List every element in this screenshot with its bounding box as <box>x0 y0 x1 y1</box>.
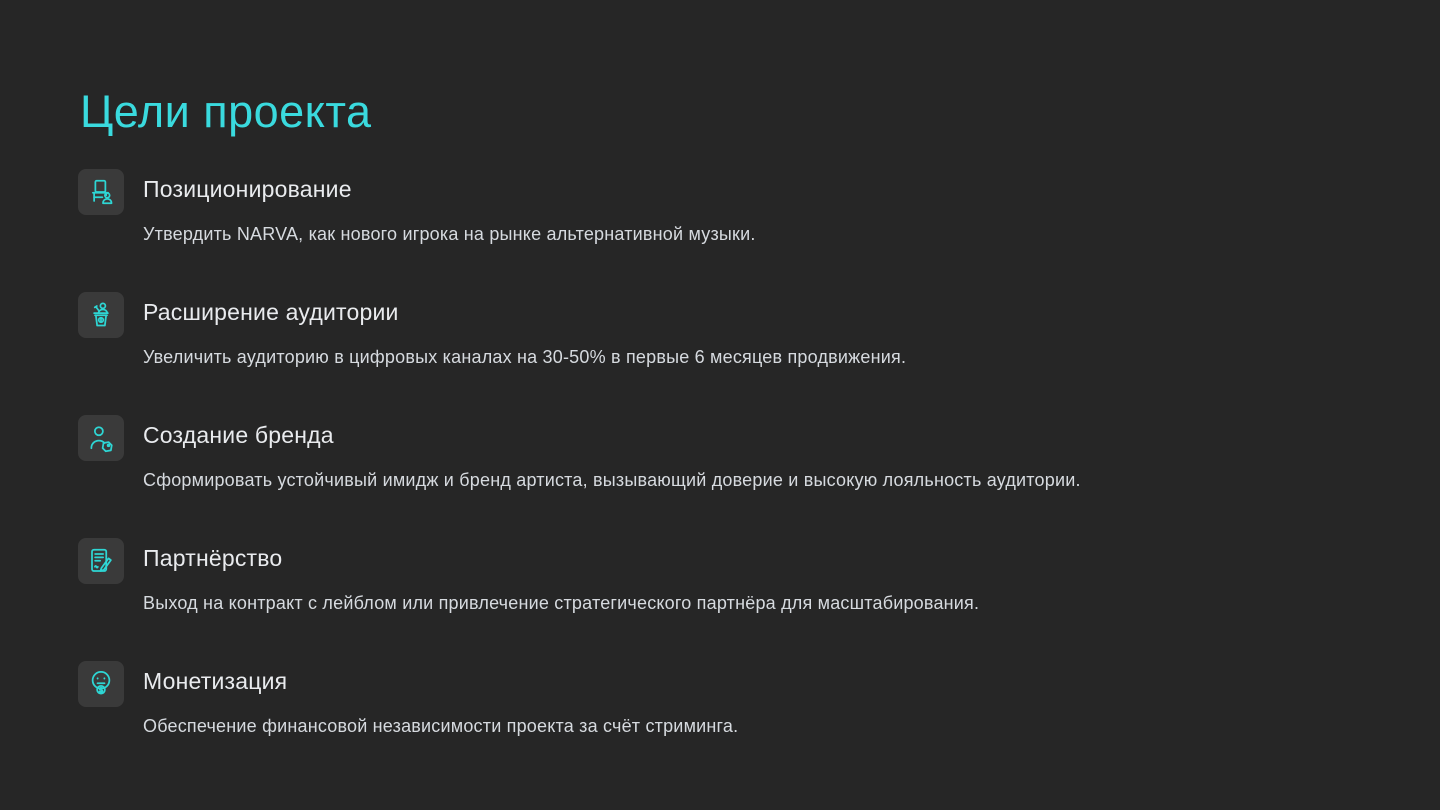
chair-person-icon <box>78 169 124 215</box>
goal-body: Сформировать устойчивый имидж и бренд артиста, вызывающий доверие и высокую лояльность аудитории. <box>143 469 1081 490</box>
goal-body: Обеспечение финансовой независимости проекта за счёт стриминга. <box>143 715 739 736</box>
goal-text <box>143 661 738 738</box>
goal-text <box>143 415 1081 492</box>
money-face-icon <box>78 661 124 707</box>
person-tag-icon <box>78 415 124 461</box>
goal-text <box>143 292 906 369</box>
goal-heading: Партнёрство <box>143 545 283 571</box>
speaker-podium-icon <box>78 292 124 338</box>
list-item <box>78 292 1380 415</box>
list-item <box>78 169 1380 292</box>
goal-body: Утвердить NARVA, как нового игрока на рынке альтернативной музыки. <box>143 223 756 244</box>
contract-pen-icon <box>78 538 124 584</box>
goal-body: Выход на контракт с лейблом или привлечение стратегического партнёра для масштабирования. <box>143 592 980 613</box>
goal-heading: Позиционирование <box>143 176 352 202</box>
list-item <box>78 415 1380 538</box>
goal-body: Увеличить аудиторию в цифровых каналах на 30-50% в первые 6 месяцев продвижения. <box>143 346 907 367</box>
goal-text <box>143 538 979 615</box>
page-title: Цели проекта <box>80 86 372 137</box>
list-item <box>78 661 1380 784</box>
goal-heading: Монетизация <box>143 668 288 694</box>
goal-heading: Создание бренда <box>143 422 334 448</box>
goal-heading: Расширение аудитории <box>143 299 399 325</box>
goals-list <box>78 169 1380 784</box>
list-item <box>78 538 1380 661</box>
goal-text <box>143 169 756 246</box>
